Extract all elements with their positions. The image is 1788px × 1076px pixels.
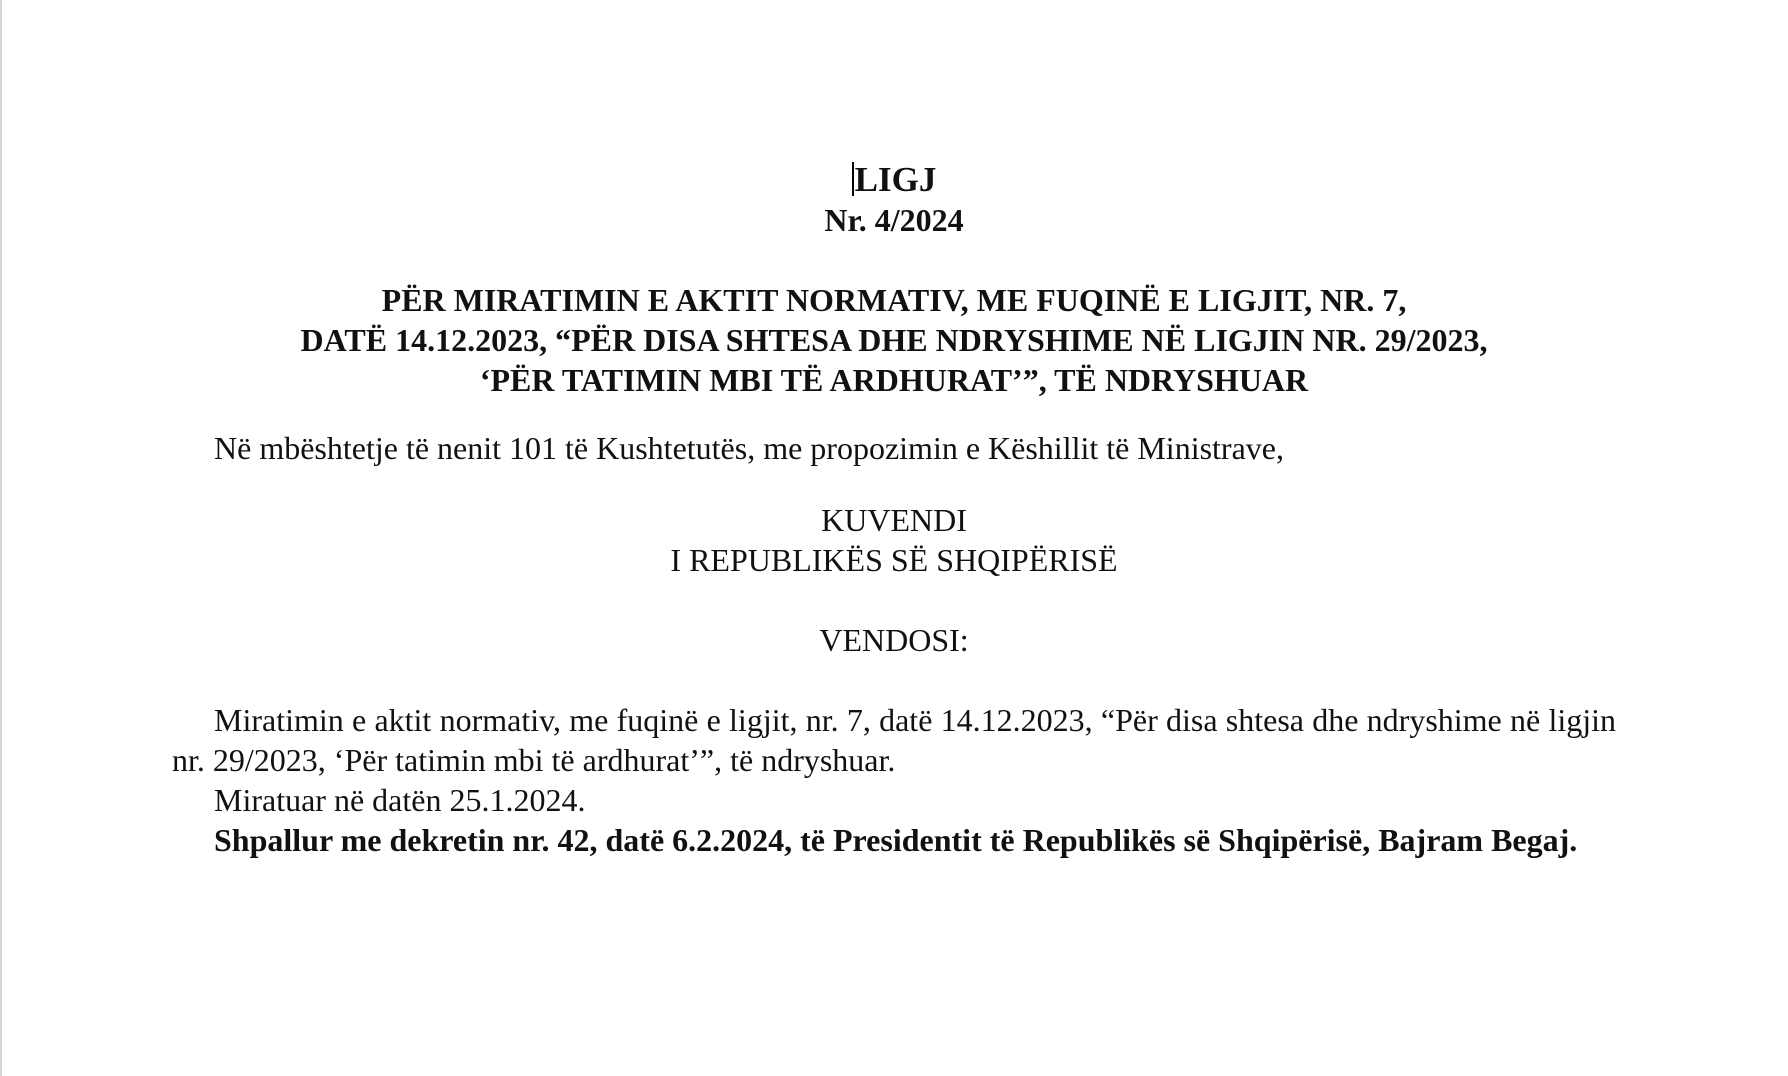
- page-left-border: [0, 0, 2, 1076]
- assembly-line-1: KUVENDI: [821, 502, 967, 538]
- law-number: Nr. 4/2024: [824, 202, 964, 238]
- promulgation-paragraph: Shpallur me dekretin nr. 42, datë 6.2.2024, të Presidentit të Republikës së Shqipërisë, Bajram Begaj.: [214, 822, 1578, 858]
- law-heading: [172, 280, 1616, 400]
- approval-date: Miratuar në datën 25.1.2024.: [214, 782, 586, 818]
- decision-label: VENDOSI:: [819, 622, 969, 658]
- legal-basis-paragraph: Në mbështetje të nenit 101 të Kushtetutës, me propozimin e Këshillit të Ministrave,: [214, 430, 1284, 466]
- heading-line-1: PËR MIRATIMIN E AKTIT NORMATIV, ME FUQINË E LIGJIT, NR. 7,: [381, 282, 1407, 318]
- text-cursor: [852, 162, 854, 196]
- assembly-name: [172, 500, 1616, 580]
- law-label: LIGJ: [854, 160, 937, 199]
- assembly-line-2: I REPUBLIKËS SË SHQIPËRISË: [670, 542, 1118, 578]
- heading-line-2: DATË 14.12.2023, “PËR DISA SHTESA DHE NDRYSHIME NË LIGJIN NR. 29/2023,: [300, 322, 1488, 358]
- law-title[interactable]: [172, 160, 1616, 200]
- document-page[interactable]: [172, 160, 1616, 860]
- heading-line-3: ‘PËR TATIMIN MBI TË ARDHURAT’”, TË NDRYSHUAR: [479, 362, 1309, 398]
- decision-paragraph: Miratimin e aktit normativ, me fuqinë e ligjit, nr. 7, datë 14.12.2023, “Për disa shtesa dhe ndryshime në ligjin nr. 29/2023, ‘Për tatimin mbi të ardhurat’”, të ndryshuar.: [172, 702, 1616, 778]
